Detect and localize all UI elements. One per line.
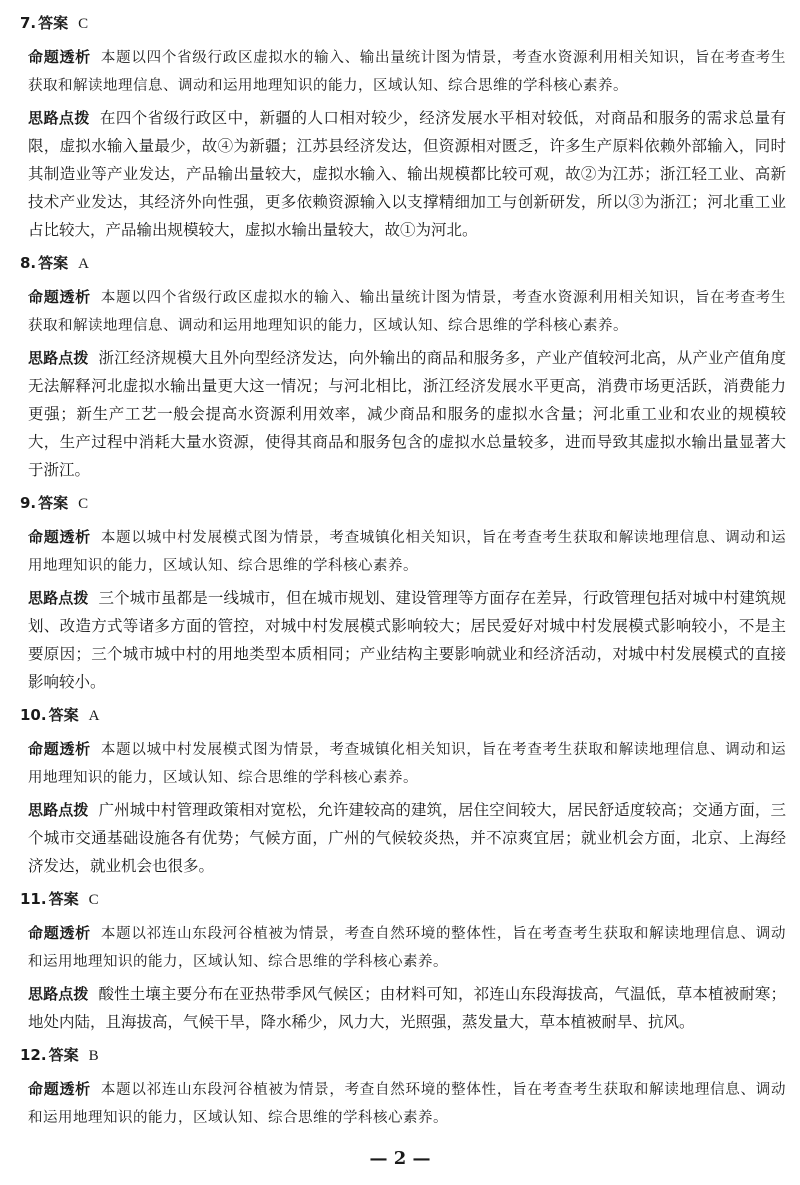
answer-label: 答案	[48, 1046, 79, 1064]
analysis-paragraph	[28, 43, 786, 100]
hint-label: 思路点拨	[28, 349, 89, 367]
question-number: 10.	[20, 706, 47, 724]
answer-line	[20, 1040, 786, 1071]
analysis-text: 本题以城中村发展模式图为情景，考查城镇化相关知识，旨在考查考生获取和解读地理信息、调动和运用地理知识的能力，区域认知、综合思维的学科核心素养。	[28, 530, 786, 574]
analysis-label: 命题透析	[28, 48, 91, 66]
hint-label: 思路点拨	[28, 801, 89, 819]
analysis-text: 本题以四个省级行政区虚拟水的输入、输出量统计图为情景，考查水资源利用相关知识，旨在考查考生获取和解读地理信息、调动和运用地理知识的能力，区域认知、综合思维的学科核心素养。	[28, 50, 786, 94]
hint-label: 思路点拨	[28, 109, 90, 127]
answer-line	[20, 248, 786, 279]
answer-label: 答案	[48, 706, 79, 724]
analysis-label: 命题透析	[28, 288, 91, 306]
analysis-label: 命题透析	[28, 1080, 91, 1098]
analysis-label: 命题透析	[28, 924, 91, 942]
question-7	[20, 8, 786, 244]
hint-text: 在四个省级行政区中，新疆的人口相对较少，经济发展水平相对较低，对商品和服务的需求总量有限，虚拟水输入量最少，故④为新疆；江苏县经济发达，但资源相对匮乏，许多生产原料依赖外部输入，同时其制造业等产业发达，产品输出量较大，虚拟水输入、输出规模都比较可观，故②为江苏；浙江轻工业、高新技术产业发达，其经济外向性强，更多依赖资源输入以支撑精细加工与创新研发，所以③为浙江；河北重工业占比较大，产品输出规模较大，虚拟水输出量较大，故①为河北。	[28, 109, 786, 239]
answer-label: 答案	[38, 14, 69, 32]
answer-label: 答案	[38, 494, 69, 512]
question-number: 11.	[20, 890, 47, 908]
question-number: 12.	[20, 1046, 47, 1064]
hint-text: 浙江经济规模大且外向型经济发达，向外输出的商品和服务多，产业产值较河北高，从产业产值角度无法解释河北虚拟水输出量更大这一情况；与河北相比，浙江经济发展水平更高，消费市场更活跃，消费能力更强；新生产工艺一般会提高水资源利用效率，减少商品和服务的虚拟水含量；河北重工业和农业的规模较大，生产过程中消耗大量水资源，使得其商品和服务包含的虚拟水总量较多，进而导致其虚拟水输出量显著大于浙江。	[28, 349, 786, 479]
hint-text: 酸性土壤主要分布在亚热带季风气候区；由材料可知，祁连山东段海拔高，气温低，草本植被耐寒；地处内陆，且海拔高，气候干旱，降水稀少，风力大，光照强，蒸发量大，草本植被耐旱、抗风。	[28, 985, 786, 1031]
analysis-text: 本题以四个省级行政区虚拟水的输入、输出量统计图为情景，考查水资源利用相关知识，旨在考查考生获取和解读地理信息、调动和运用地理知识的能力，区域认知、综合思维的学科核心素养。	[28, 290, 786, 334]
analysis-label: 命题透析	[28, 528, 91, 546]
answer-line	[20, 884, 786, 915]
question-number: 9.	[20, 494, 37, 512]
hint-paragraph	[28, 104, 786, 244]
analysis-text: 本题以城中村发展模式图为情景，考查城镇化相关知识，旨在考查考生获取和解读地理信息、调动和运用地理知识的能力，区域认知、综合思维的学科核心素养。	[28, 742, 786, 786]
hint-paragraph	[28, 796, 786, 880]
analysis-text: 本题以祁连山东段河谷植被为情景，考查自然环境的整体性，旨在考查考生获取和解读地理信息、调动和运用地理知识的能力，区域认知、综合思维的学科核心素养。	[28, 1082, 786, 1126]
answer-value: A	[78, 256, 89, 272]
question-12	[20, 1040, 786, 1132]
question-number: 8.	[20, 254, 37, 272]
question-10	[20, 700, 786, 880]
hint-label: 思路点拨	[28, 985, 89, 1003]
analysis-text: 本题以祁连山东段河谷植被为情景，考查自然环境的整体性，旨在考查考生获取和解读地理信息、调动和运用地理知识的能力，区域认知、综合思维的学科核心素养。	[28, 926, 786, 970]
hint-paragraph	[28, 980, 786, 1036]
answer-line	[20, 488, 786, 519]
hint-text: 广州城中村管理政策相对宽松，允许建较高的建筑，居住空间较大，居民舒适度较高；交通方面，三个城市交通基础设施各有优势；气候方面，广州的气候较炎热，并不凉爽宜居；就业机会方面，北京、上海经济发达，就业机会也很多。	[28, 801, 786, 875]
hint-paragraph	[28, 344, 786, 484]
answer-label: 答案	[48, 890, 79, 908]
analysis-paragraph	[28, 735, 786, 792]
analysis-label: 命题透析	[28, 740, 91, 758]
hint-label: 思路点拨	[28, 589, 89, 607]
page-number: — 2 —	[369, 1148, 431, 1169]
answer-line	[20, 8, 786, 39]
analysis-paragraph	[28, 523, 786, 580]
question-11	[20, 884, 786, 1036]
analysis-paragraph	[28, 283, 786, 340]
answer-value: C	[78, 16, 89, 32]
answer-value: A	[88, 708, 100, 724]
answer-label: 答案	[38, 254, 69, 272]
analysis-paragraph	[28, 919, 786, 976]
answer-value: C	[78, 496, 89, 512]
question-9	[20, 488, 786, 696]
answer-value: C	[88, 892, 99, 908]
answer-line	[20, 700, 786, 731]
answer-value: B	[88, 1048, 99, 1064]
analysis-paragraph	[28, 1075, 786, 1132]
hint-paragraph	[28, 584, 786, 696]
question-8	[20, 248, 786, 484]
hint-text: 三个城市虽都是一线城市，但在城市规划、建设管理等方面存在差异，行政管理包括对城中村建筑规划、改造方式等诸多方面的管控，对城中村发展模式影响较大；居民爱好对城中村发展模式影响较小，不是主要原因；三个城市城中村的用地类型本质相同；产业结构主要影响就业和经济活动，对城中村发展模式的直接影响较小。	[28, 589, 786, 691]
question-number: 7.	[20, 14, 37, 32]
